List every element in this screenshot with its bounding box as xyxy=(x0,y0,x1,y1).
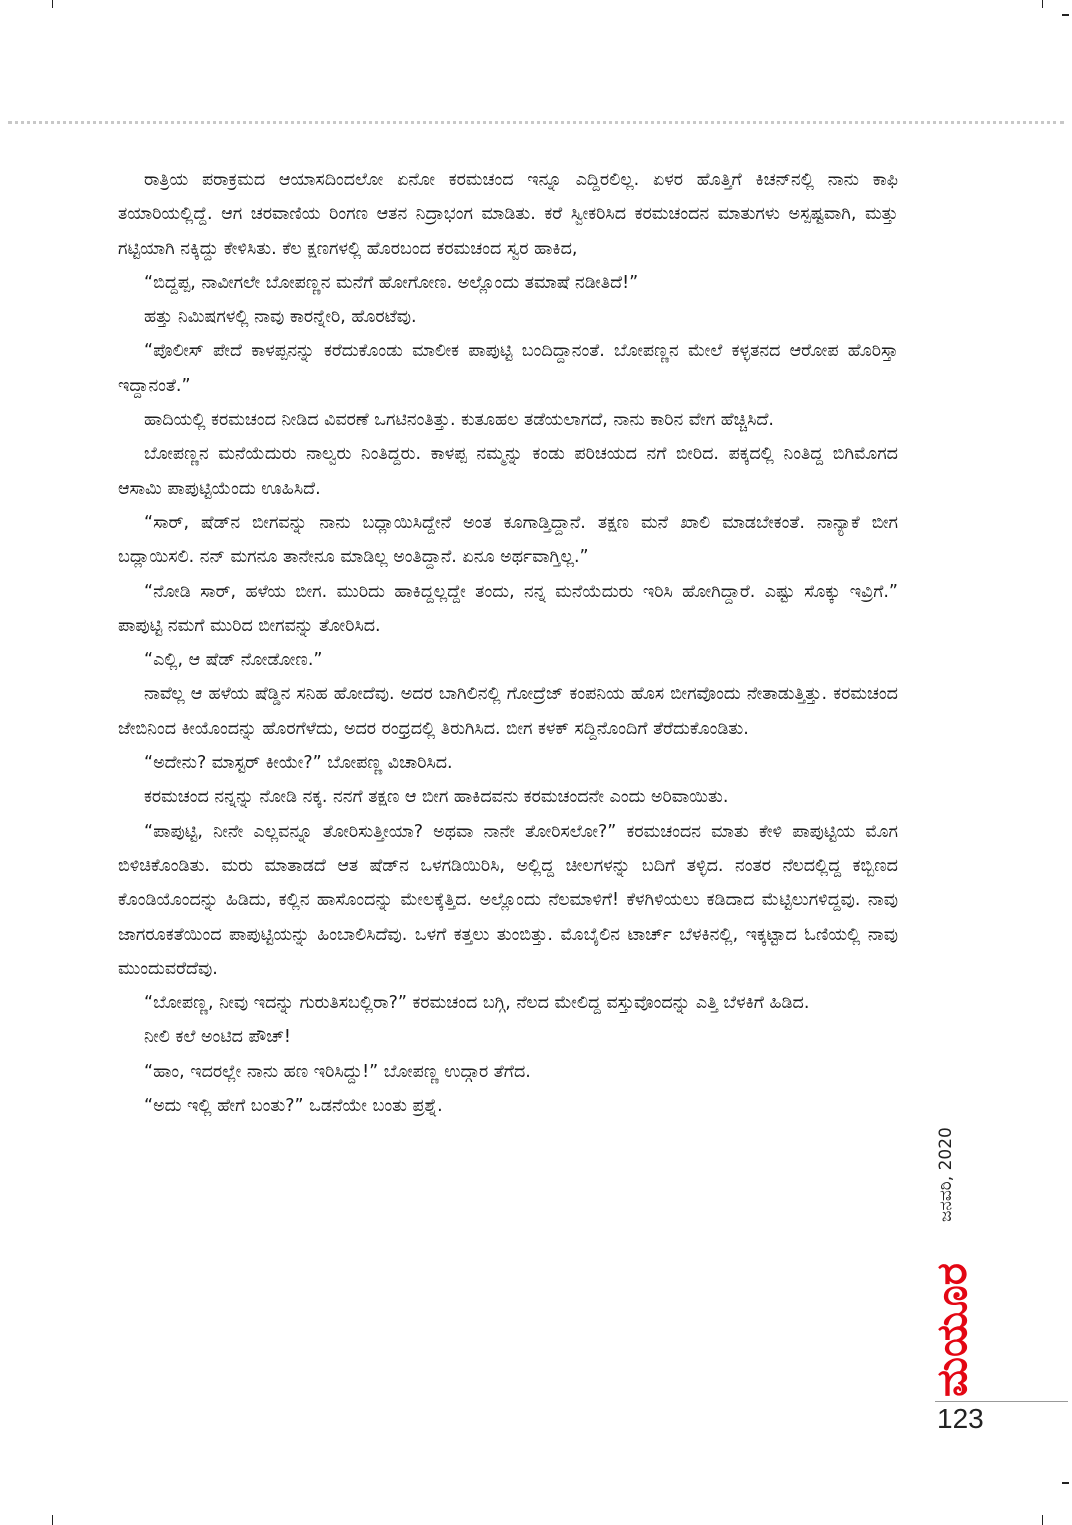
paragraph: ಹಾದಿಯಲ್ಲಿ ಕರಮಚಂದ ನೀಡಿದ ವಿವರಣೆ ಒಗಟಿನಂತಿತ್ತು. ಕುತೂಹಲ ತಡೆಯಲಾಗದೆ, ನಾನು ಕಾರಿನ ವೇಗ ಹೆಚ್ಚಿಸಿದೆ. xyxy=(144,410,774,431)
paragraph: “ನೋಡಿ ಸಾರ್, ಹಳೆಯ ಬೀಗ. ಮುರಿದು ಹಾಕಿದ್ದಲ್ಲದ್ದೇ ತಂದು, ನನ್ನ ಮನೆಯೆದುರು ಇರಿಸಿ ಹೋಗಿದ್ದಾರೆ. ಎಷ್ಟು ಸೊಕ್ಕು ಇವ್ರಿಗೆ.” ಪಾಪುಟ್ಟಿ ನಮಗೆ ಮುರಿದ ಬೀಗವನ್ನು ತೋರಿಸಿದ. xyxy=(118,581,898,636)
paragraph: ನಾವೆಲ್ಲ ಆ ಹಳೆಯ ಷೆಡ್ಡಿನ ಸನಿಹ ಹೋದೆವು. ಅದರ ಬಾಗಿಲಿನಲ್ಲಿ ಗೋದ್ರೆಜ್ ಕಂಪನಿಯ ಹೊಸ ಬೀಗವೊಂದು ನೇತಾಡುತ್ತಿತ್ತು. ಕರಮಚಂದ ಜೇಬಿನಿಂದ ಕೀಯೊಂದನ್ನು ಹೊರಗೆಳೆದು, ಅದರ ರಂಧ್ರದಲ್ಲಿ ತಿರುಗಿಸಿದ. ಬೀಗ ಕಳಕ್ ಸದ್ದಿನೊಂದಿಗೆ ತೆರೆದುಕೊಂಡಿತು. xyxy=(118,684,898,739)
paragraph: “ಅದು ಇಲ್ಲಿ ಹೇಗೆ ಬಂತು?” ಒಡನೆಯೇ ಬಂತು ಪ್ರಶ್ನೆ. xyxy=(144,1096,443,1117)
paragraph: “ಅದೇನು? ಮಾಸ್ಟರ್ ಕೀಯೇ?” ಬೋಪಣ್ಣ ವಿಚಾರಿಸಿದ. xyxy=(144,753,453,774)
paragraph: ಕರಮಚಂದ ನನ್ನನ್ನು ನೋಡಿ ನಕ್ಕ. ನನಗೆ ತಕ್ಷಣ ಆ ಬೀಗ ಹಾಕಿದವನು ಕರಮಚಂದನೇ ಎಂದು ಅರಿವಾಯಿತು. xyxy=(144,787,729,808)
page-number: 123 xyxy=(937,1403,984,1434)
crop-mark-top-right xyxy=(1042,0,1043,8)
paragraph: ಬೋಪಣ್ಣನ ಮನೆಯೆದುರು ನಾಲ್ವರು ನಿಂತಿದ್ದರು. ಕಾಳಪ್ಪ ನಮ್ಮನ್ನು ಕಂಡು ಪರಿಚಯದ ನಗೆ ಬೀರಿದ. ಪಕ್ಕದಲ್ಲಿ ನಿಂತಿದ್ದ ಬಿಗಿಮೊಗದ ಆಸಾಮಿ ಪಾಪುಟ್ಟಿಯೆಂದು ಊಹಿಸಿದೆ. xyxy=(118,444,898,499)
crop-mark-bottom-left xyxy=(52,1515,53,1525)
paragraph: “ಬಿದ್ದಪ್ಪ, ನಾವೀಗಲೇ ಬೋಪಣ್ಣನ ಮನೆಗೆ ಹೋಗೋಣ. ಅಲ್ಲೊಂದು ತಮಾಷೆ ನಡೀತಿದೆ!” xyxy=(144,272,639,293)
page-number-rule xyxy=(935,1401,1068,1402)
paragraph: “ಹಾಂ, ಇದರಲ್ಲೇ ನಾನು ಹಣ ಇರಿಸಿದ್ದು!” ಬೋಪಣ್ಣ ಉದ್ಗಾರ ತೆಗೆದ. xyxy=(144,1061,531,1082)
paragraph: “ಎಲ್ಲಿ, ಆ ಷೆಡ್ ನೋಡೋಣ.” xyxy=(144,650,323,671)
magazine-logo xyxy=(920,1250,984,1410)
issue-date: ಜನವರಿ, 2020 xyxy=(936,1127,956,1222)
magazine-logo-text: ಮಯೂರ xyxy=(927,1263,976,1397)
paragraph: ಹತ್ತು ನಿಮಿಷಗಳಲ್ಲಿ ನಾವು ಕಾರನ್ನೇರಿ, ಹೊರಟೆವು. xyxy=(144,307,417,328)
paragraph: ನೀಲಿ ಕಲೆ ಅಂಟಿದ ಪೌಚ್! xyxy=(144,1027,291,1048)
magazine-logo-icon xyxy=(920,1250,984,1410)
paragraph: “ಬೋಪಣ್ಣ, ನೀವು ಇದನ್ನು ಗುರುತಿಸಬಲ್ಲಿರಾ?” ಕರಮಚಂದ ಬಗ್ಗಿ, ನೆಲದ ಮೇಲಿದ್ದ ವಸ್ತುವೊಂದನ್ನು ಎತ್ತಿ ಬೆಳಕಿಗೆ ಹಿಡಿದ. xyxy=(144,993,810,1014)
paragraph: “ಪೊಲೀಸ್ ಪೇದೆ ಕಾಳಪ್ಪನನ್ನು ಕರೆದುಕೊಂಡು ಮಾಲೀಕ ಪಾಪುಟ್ಟಿ ಬಂದಿದ್ದಾನಂತೆ. ಬೋಪಣ್ಣನ ಮೇಲೆ ಕಳ್ಳತನದ ಆರೋಪ ಹೊರಿಸ್ತಾ ಇದ್ದಾನಂತೆ.” xyxy=(118,341,898,396)
header-dotted-rule xyxy=(8,121,1064,124)
paragraph: “ಪಾಪುಟ್ಟಿ, ನೀನೇ ಎಲ್ಲವನ್ನೂ ತೋರಿಸುತ್ತೀಯಾ? ಅಥವಾ ನಾನೇ ತೋರಿಸಲೋ?” ಕರಮಚಂದನ ಮಾತು ಕೇಳಿ ಪಾಪುಟ್ಟಿಯ ಮೊಗ ಬಿಳಿಚಿಕೊಂಡಿತು. ಮರು ಮಾತಾಡದೆ ಆತ ಷೆಡ್‌ನ ಒಳಗಡಿಯಿರಿಸಿ, ಅಲ್ಲಿದ್ದ ಚೀಲಗಳನ್ನು ಬದಿಗೆ ತಳ್ಳಿದ. ನಂತರ ನೆಲದಲ್ಲಿದ್ದ ಕಬ್ಬಿಣದ ಕೊಂಡಿಯೊಂದನ್ನು ಹಿಡಿದು, ಕಲ್ಲಿನ ಹಾಸೊಂದನ್ನು ಮೇಲಕ್ಕೆತ್ತಿದ. ಅಲ್ಲೊಂದು ನೆಲಮಾಳಿಗೆ! ಕೆಳಗಿಳಿಯಲು ಕಡಿದಾದ ಮೆಟ್ಟಿಲುಗಳಿದ್ದವು. ನಾವು ಜಾಗರೂಕತೆಯಿಂದ ಪಾಪುಟ್ಟಿಯನ್ನು ಹಿಂಬಾಲಿಸಿದೆವು. ಒಳಗೆ ಕತ್ತಲು ತುಂಬಿತ್ತು. ಮೊಬೈಲಿನ ಟಾರ್ಚ್ ಬೆಳಕಿನಲ್ಲಿ, ಇಕ್ಕಟ್ಟಾದ ಓಣಿಯಲ್ಲಿ ನಾವು ಮುಂದುವರೆದೆವು. xyxy=(118,821,898,979)
paragraph: “ಸಾರ್, ಷೆಡ್‌ನ ಬೀಗವನ್ನು ನಾನು ಬದ್ಲಾಯಿಸಿದ್ದೇನೆ ಅಂತ ಕೂಗಾಡ್ತಿದ್ದಾನೆ. ತಕ್ಷಣ ಮನೆ ಖಾಲಿ ಮಾಡಬೇಕಂತೆ. ನಾನ್ಯಾಕೆ ಬೀಗ ಬದ್ಲಾಯಿಸಲಿ. ನನ್ ಮಗನೂ ತಾನೇನೂ ಮಾಡಿಲ್ಲ ಅಂತಿದ್ದಾನೆ. ಏನೂ ಅರ್ಥವಾಗ್ತಿಲ್ಲ.” xyxy=(118,512,898,568)
crop-mark-right-top xyxy=(1062,14,1069,16)
crop-mark-top-left xyxy=(52,0,53,8)
paragraph: ರಾತ್ರಿಯ ಪರಾಕ್ರಮದ ಆಯಾಸದಿಂದಲೋ ಏನೋ ಕರಮಚಂದ ಇನ್ನೂ ಎದ್ದಿರಲಿಲ್ಲ. ಏಳರ ಹೊತ್ತಿಗೆ ಕಿಚನ್‌ನಲ್ಲಿ ನಾನು ಕಾಫಿ ತಯಾರಿಯಲ್ಲಿದ್ದೆ. ಆಗ ಚರವಾಣಿಯ ರಿಂಗಣ ಆತನ ನಿದ್ರಾಭಂಗ ಮಾಡಿತು. ಕರೆ ಸ್ವೀಕರಿಸಿದ ಕರಮಚಂದನ ಮಾತುಗಳು ಅಸ್ಪಷ್ಟವಾಗಿ, ಮತ್ತು ಗಟ್ಟಿಯಾಗಿ ನಕ್ಕಿದ್ದು ಕೇಳಿಸಿತು. ಕೆಲ ಕ್ಷಣಗಳಲ್ಲಿ ಹೊರಬಂದ ಕರಮಚಂದ ಸ್ವರ ಹಾಕಿದ, xyxy=(118,170,898,259)
crop-mark-right-bottom xyxy=(1062,1482,1069,1484)
crop-mark-bottom-right xyxy=(1042,1515,1043,1525)
story-text xyxy=(118,163,898,1123)
